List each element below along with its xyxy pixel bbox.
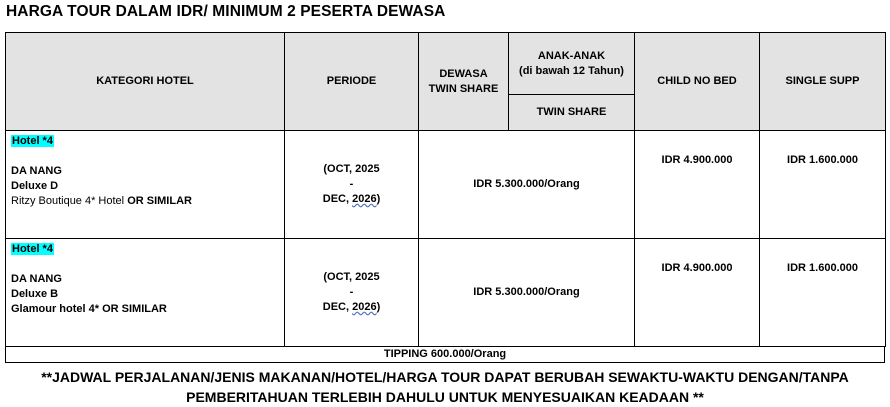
- period-separator: -: [349, 178, 354, 190]
- table-row: [6, 131, 886, 239]
- period-close: ): [376, 301, 381, 313]
- header-anak-label: ANAK-ANAK: [537, 49, 606, 62]
- disclaimer-note: [0, 367, 890, 407]
- period-close: ): [376, 193, 381, 205]
- single-supp-price: IDR 1.600.000: [760, 239, 886, 347]
- hotel-or-similar: OR SIMILAR: [102, 303, 167, 315]
- header-dewasa-label: DEWASA: [439, 67, 488, 80]
- header-single-supp: SINGLE SUPP: [760, 33, 886, 131]
- child-no-bed-price: IDR 4.900.000: [635, 239, 760, 347]
- period-end-year: 2026: [352, 301, 377, 313]
- period-end-month: DEC,: [322, 301, 350, 313]
- hotel-or-similar: OR SIMILAR: [127, 195, 192, 207]
- header-child-no-bed: CHILD NO BED: [635, 33, 760, 131]
- price-table: [5, 32, 886, 347]
- hotel-star-label: Hotel *4: [12, 243, 53, 255]
- child-no-bed-price: IDR 4.900.000: [635, 131, 760, 239]
- disclaimer-line-1: **JADWAL PERJALANAN/JENIS MAKANAN/HOTEL/HARGA TOUR DAPAT BERUBAH SEWAKTU-WAKTU DENGAN/TANPA: [41, 369, 849, 385]
- period-separator: -: [349, 286, 354, 298]
- header-anak-anak: [509, 33, 635, 95]
- price-twin-share-cell: IDR 5.300.000/Orang: [419, 131, 635, 239]
- price-twin-share-cell: IDR 5.300.000/Orang: [419, 239, 635, 347]
- header-anak-sublabel: (di bawah 12 Tahun): [519, 64, 624, 77]
- header-periode: PERIODE: [285, 33, 419, 131]
- period-cell: [285, 131, 419, 239]
- hotel-city: DA NANG: [11, 273, 62, 285]
- hotel-star-label: Hotel *4: [12, 135, 53, 147]
- header-dewasa-sublabel: TWIN SHARE: [428, 82, 499, 95]
- header-kategori-hotel: KATEGORI HOTEL: [6, 33, 285, 131]
- disclaimer-line-2: PEMBERITAHUAN TERLEBIH DAHULU UNTUK MENYESUAIKAN KEADAAN **: [186, 389, 704, 405]
- hotel-category-cell: [6, 239, 285, 347]
- hotel-name: Ritzy Boutique 4* Hotel: [11, 195, 125, 207]
- hotel-category-cell: [6, 131, 285, 239]
- single-supp-price: IDR 1.600.000: [760, 131, 886, 239]
- header-anak-twin-share: TWIN SHARE: [509, 95, 635, 131]
- period-end-month: DEC,: [322, 193, 350, 205]
- header-dewasa-twin-share: [419, 33, 509, 131]
- hotel-city: DA NANG: [11, 165, 62, 177]
- table-row: [6, 239, 886, 347]
- hotel-name: Glamour hotel 4*: [11, 303, 100, 315]
- period-end-year: 2026: [352, 193, 377, 205]
- period-start: (OCT, 2025: [323, 271, 380, 283]
- period-cell: [285, 239, 419, 347]
- page-title: HARGA TOUR DALAM IDR/ MINIMUM 2 PESERTA DEWASA: [6, 3, 446, 20]
- tipping-row: TIPPING 600.000/Orang: [5, 346, 885, 363]
- period-start: (OCT, 2025: [323, 163, 380, 175]
- hotel-room-type: Deluxe D: [11, 180, 59, 192]
- hotel-room-type: Deluxe B: [11, 288, 59, 300]
